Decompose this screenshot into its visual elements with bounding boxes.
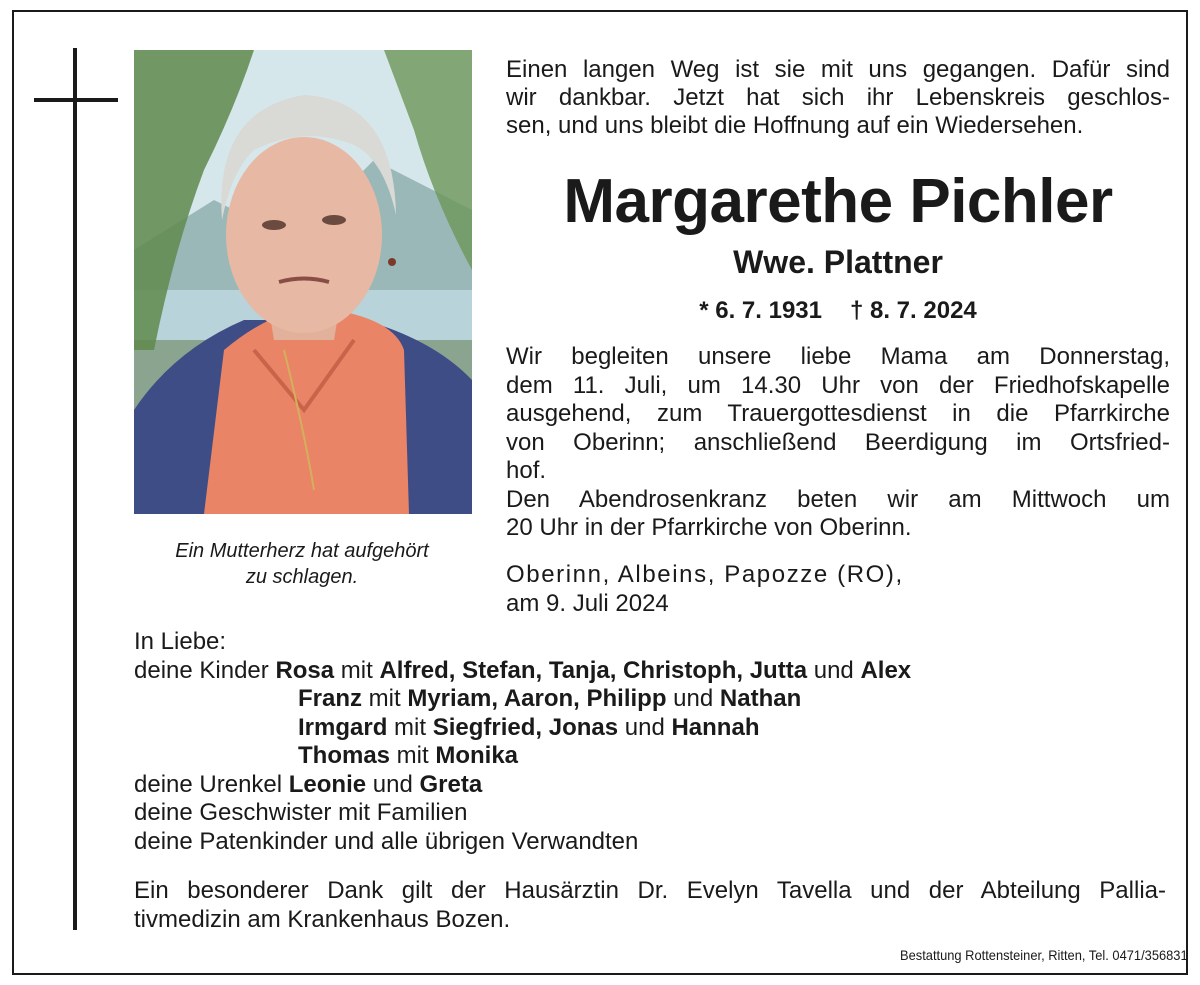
- family-row-children-3: [134, 714, 1174, 743]
- intro-line: sen, und uns bleibt die Hoffnung auf ein Wiedersehen.: [506, 112, 1084, 139]
- widow-name: Wwe. Plattner: [733, 244, 943, 280]
- family-connector: und: [807, 656, 861, 684]
- grandchild-name: Nathan: [719, 685, 802, 712]
- family-row-children-1: [134, 657, 1174, 686]
- funeral-line: dem 11. Juli, um 14.30 Uhr von der Friedhofskapelle: [506, 371, 1170, 399]
- great-grandchild-name: Greta: [419, 770, 483, 798]
- grandchild-name: Hannah: [671, 713, 760, 741]
- place-line: Oberinn, Albeins, Papozze (RO),: [506, 561, 904, 588]
- grandchildren-names: Siegfried, Jonas: [432, 713, 619, 741]
- thanks-note: [134, 876, 1166, 934]
- family-heading: In Liebe:: [134, 628, 227, 655]
- family-connector: mit: [390, 742, 436, 769]
- family-connector: und: [366, 770, 420, 798]
- grandchildren-names: Alfred, Stefan, Tanja, Christoph, Jutta: [379, 656, 808, 684]
- family-row-great-grandchildren: [134, 771, 1174, 800]
- funeral-line: ausgehend, zum Trauergottesdienst in die Pfarrkirche: [506, 400, 1170, 427]
- funeral-line: hof.: [506, 457, 547, 484]
- spouse-name: Monika: [435, 742, 519, 769]
- family-connector: und: [666, 685, 720, 712]
- family-connector: und: [618, 713, 672, 741]
- cross-symbol-horizontal: [34, 98, 118, 102]
- family-label: deine Urenkel: [134, 770, 289, 798]
- child-name: Thomas: [298, 742, 391, 769]
- portrait-illustration: [134, 50, 472, 514]
- funeral-home-credit: Bestattung Rottensteiner, Ritten, Tel. 0471/356831: [900, 947, 1188, 963]
- grandchild-name: Alex: [860, 656, 912, 684]
- funeral-details: [506, 343, 1170, 543]
- thanks-line: Ein besonderer Dank gilt der Hausärztin Dr. Evelyn Tavella und der Abteilung Pallia-: [134, 877, 1166, 904]
- family-row-godchildren: deine Patenkinder und alle übrigen Verwandten: [134, 827, 639, 855]
- birth-date: * 6. 7. 1931: [699, 297, 822, 324]
- family-connector: mit: [362, 685, 408, 712]
- death-date: † 8. 7. 2024: [849, 297, 977, 324]
- date-line: am 9. Juli 2024: [506, 590, 669, 617]
- child-name: Irmgard: [298, 713, 388, 741]
- funeral-line: 20 Uhr in der Pfarrkirche von Oberinn.: [506, 514, 912, 541]
- family-list: [134, 628, 1174, 856]
- intro-line: wir dankbar. Jetzt hat sich ihr Lebenskreis geschlos-: [506, 84, 1170, 111]
- deceased-name: Margarethe Pichler: [563, 167, 1113, 236]
- life-dates: [506, 296, 1170, 326]
- family-row-children-4: [134, 742, 1174, 771]
- family-connector: mit: [387, 713, 433, 741]
- cross-symbol-vertical: [73, 48, 77, 930]
- intro-quote: [506, 56, 1170, 140]
- great-grandchild-name: Leonie: [288, 770, 367, 798]
- family-label: deine Kinder: [134, 656, 276, 684]
- child-name: Franz: [298, 685, 363, 712]
- thanks-line: tivmedizin am Krankenhaus Bozen.: [134, 906, 511, 933]
- funeral-line: Wir begleiten unsere liebe Mama am Donnerstag,: [506, 343, 1170, 370]
- photo-caption: [134, 538, 470, 590]
- caption-line: zu schlagen.: [245, 566, 359, 588]
- family-row-children-2: [134, 685, 1174, 714]
- funeral-line: Den Abendrosenkranz beten wir am Mittwoch um: [506, 485, 1170, 513]
- child-name: Rosa: [275, 656, 335, 684]
- caption-line: Ein Mutterherz hat aufgehört: [175, 540, 429, 562]
- funeral-line: von Oberinn; anschließend Beerdigung im Ortsfried-: [506, 428, 1170, 456]
- family-connector: mit: [334, 656, 380, 684]
- grandchildren-names: Myriam, Aaron, Philipp: [407, 685, 667, 712]
- intro-line: Einen langen Weg ist sie mit uns gegangen. Dafür sind: [506, 56, 1170, 83]
- family-row-siblings: deine Geschwister mit Familien: [134, 799, 468, 826]
- portrait-photo: [134, 50, 472, 514]
- place-and-date: [506, 560, 1170, 618]
